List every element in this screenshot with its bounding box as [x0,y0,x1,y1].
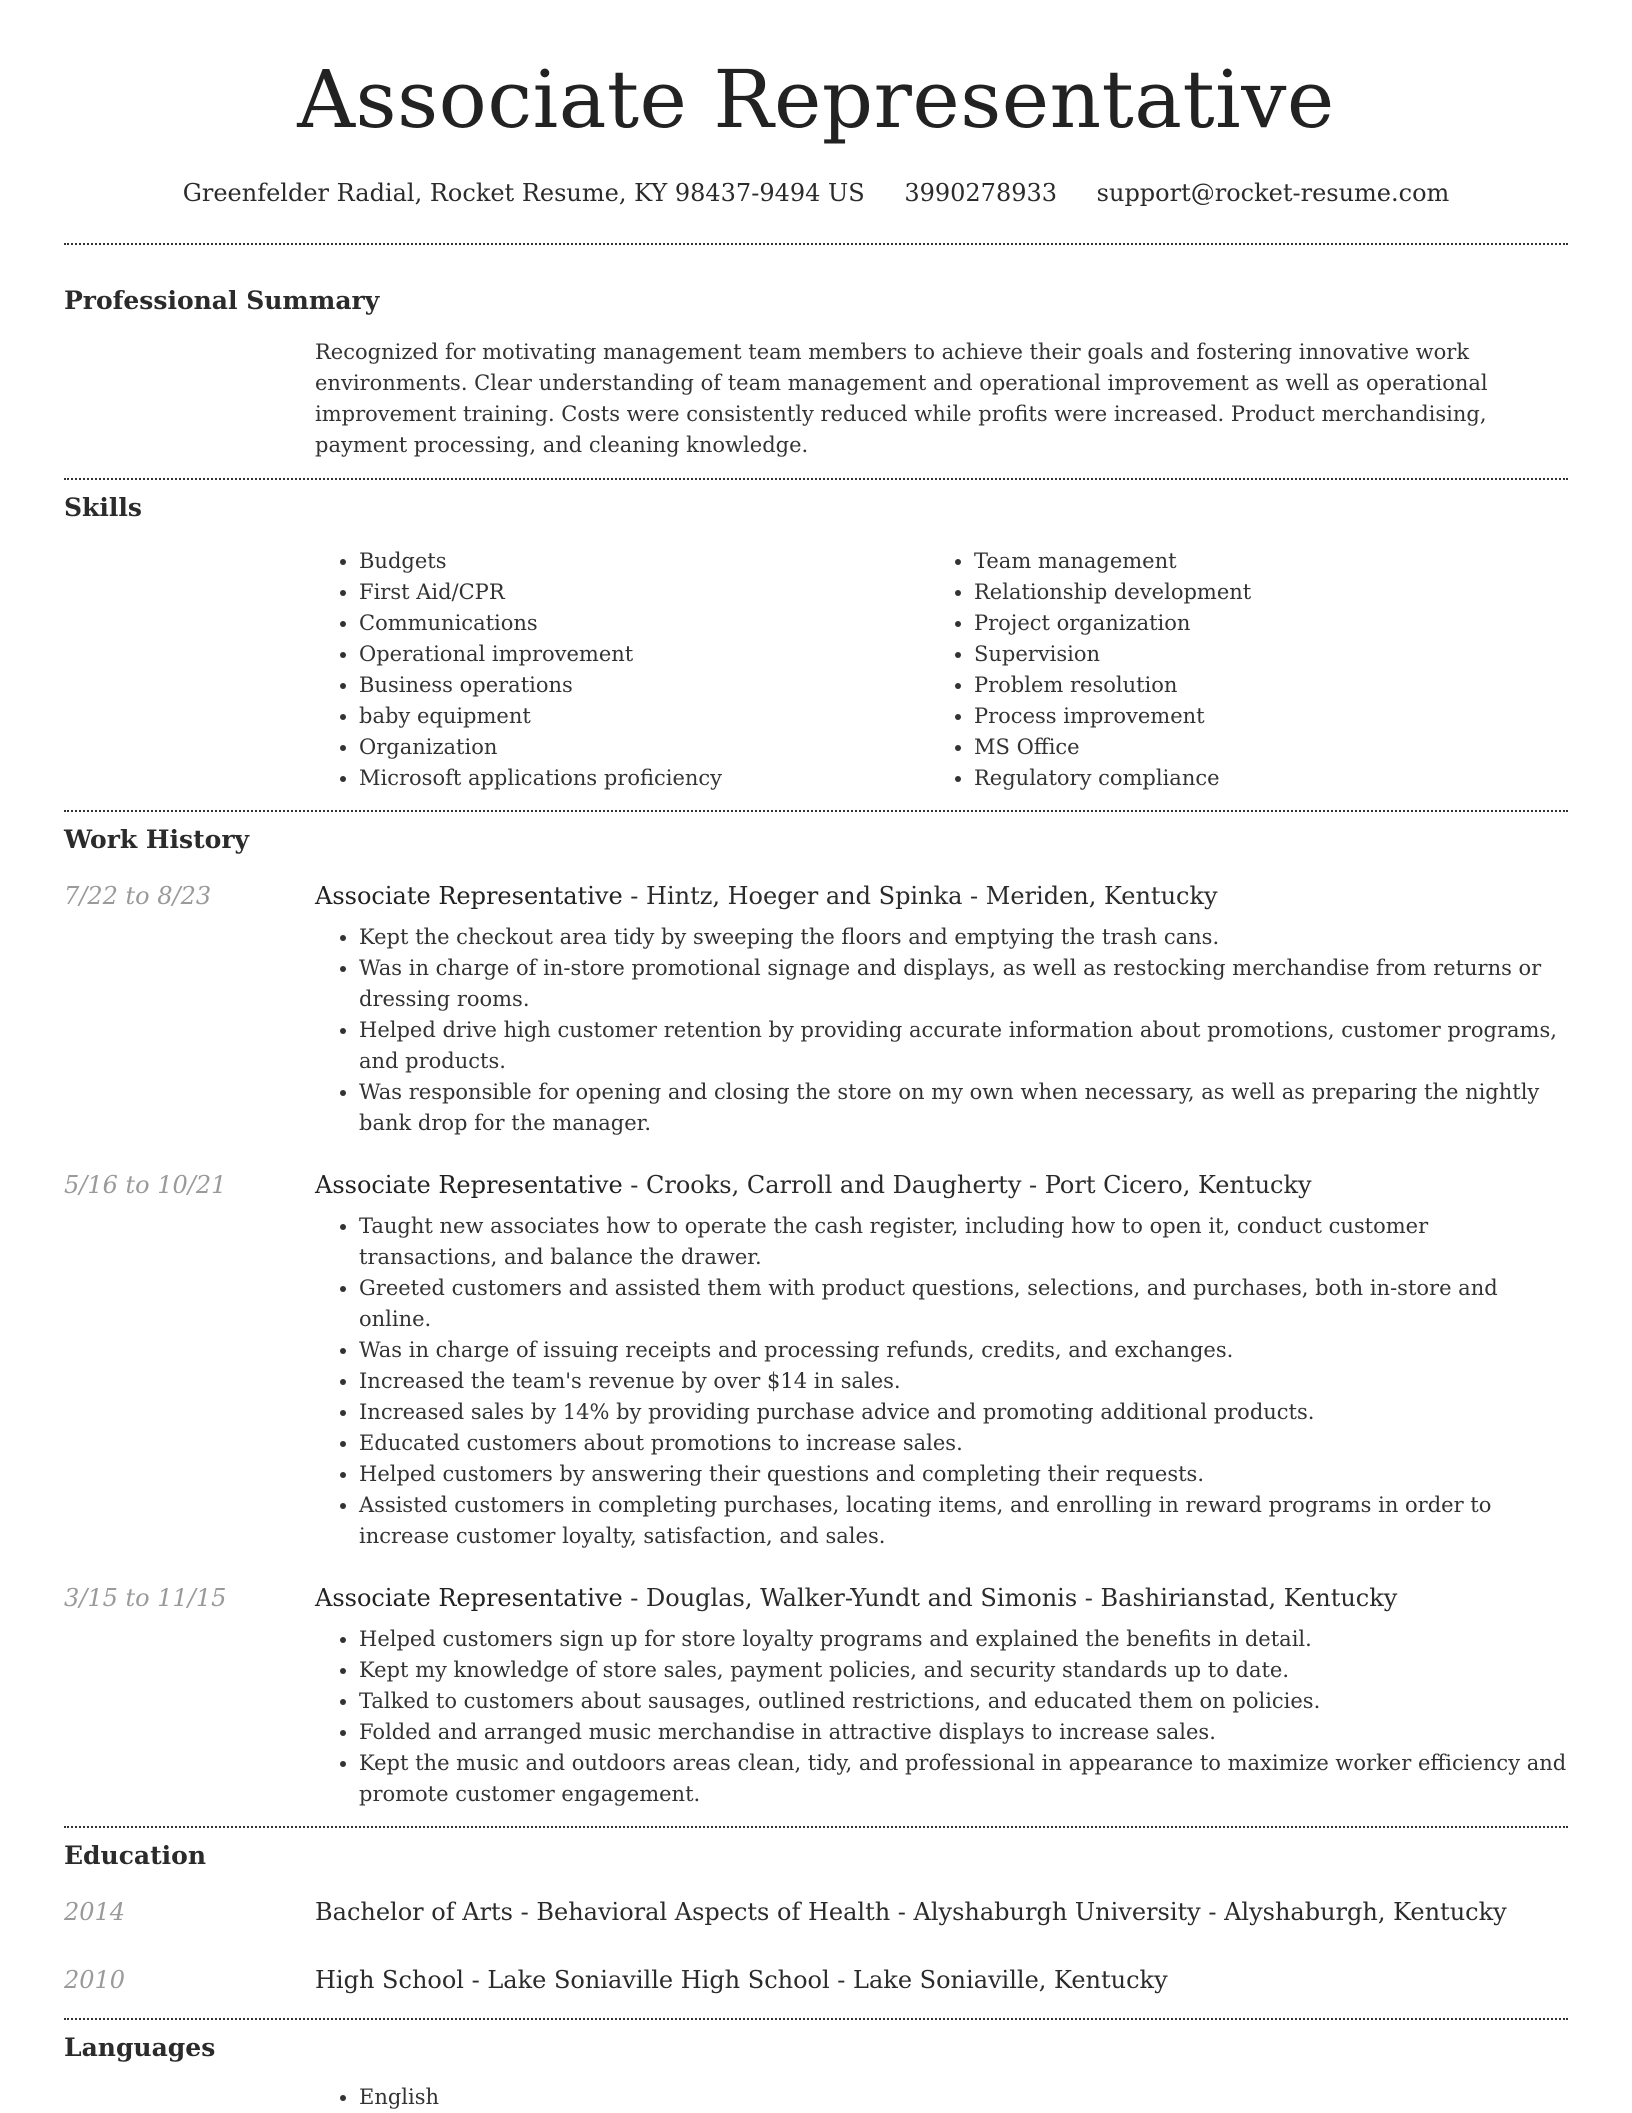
section-title-languages: Languages [64,2033,216,2062]
skill-item: • Problem resolution [974,670,1545,701]
job-role: Associate Representative [315,882,623,910]
job-employer: - Crooks, Carroll and Daugherty - Port Cicero, Kentucky [622,1171,1312,1199]
job-entry [64,880,1568,1139]
skill-item: • Operational improvement [359,639,930,670]
job-date: 3/15 to 11/15 [64,1584,227,1612]
contact-line [64,178,1568,208]
skill-list [315,546,930,794]
skill-item: • Organization [359,732,930,763]
job-title [315,1169,1568,1201]
job-title [315,880,1568,912]
job-bullet-item: • Educated customers about promotions to increase sales. [359,1428,1568,1459]
job-bullet-item: • Increased sales by 14% by providing purchase advice and promoting additional products. [359,1397,1568,1428]
education-text: Bachelor of Arts - Behavioral Aspects of Health - Alyshaburgh University - Alyshaburgh, Kentucky [315,1898,1507,1926]
resume-page [64,0,1568,2113]
job-bullet-list [315,1624,1568,1810]
skill-item: • Supervision [974,639,1545,670]
job-bullet-item: • Increased the team's revenue by over $14 in sales. [359,1366,1568,1397]
skill-item: • MS Office [974,732,1545,763]
skills-column-left [315,546,930,794]
job-title [315,1582,1568,1614]
job-role: Associate Representative [315,1171,623,1199]
job-bullet-list [315,922,1568,1139]
skill-list [930,546,1545,794]
job-bullet-item: • Folded and arranged music merchandise in attractive displays to increase sales. [359,1717,1568,1748]
job-date: 5/16 to 10/21 [64,1171,227,1199]
job-entry [64,1582,1568,1810]
job-role: Associate Representative [315,1584,623,1612]
phone-text: 3990278933 [904,179,1058,207]
education-text: High School - Lake Soniaville High School - Lake Soniaville, Kentucky [315,1966,1168,1994]
job-bullet-item: • Assisted customers in completing purchases, locating items, and enrolling in reward programs in order to increase customer loyalty, satisfaction, and sales. [359,1490,1568,1552]
job-bullet-item: • Taught new associates how to operate the cash register, including how to open it, conduct customer transactions, and balance the drawer. [359,1211,1568,1273]
divider [64,478,1568,480]
skills-section [64,492,1568,794]
email-text: support@rocket-resume.com [1096,179,1450,207]
job-bullet-item: • Kept the music and outdoors areas clean, tidy, and professional in appearance to maximize worker efficiency and promote customer engagement. [359,1748,1568,1810]
section-title-summary: Professional Summary [64,286,380,315]
skill-item: • Project organization [974,608,1545,639]
language-item: • English [359,2082,1568,2113]
skill-item: • Budgets [359,546,930,577]
section-title-work: Work History [64,825,250,854]
skill-item: • baby equipment [359,701,930,732]
skills-column-right [930,546,1545,794]
job-bullet-item: • Was responsible for opening and closing the store on my own when necessary, as well as preparing the nightly bank drop for the manager. [359,1077,1568,1139]
job-bullet-item: • Helped customers by answering their questions and completing their requests. [359,1459,1568,1490]
languages-section [64,2032,1568,2113]
summary-text: Recognized for motivating management team members to achieve their goals and fostering innovative work environments. Clear understanding of team management and operational improvement as well as operational improvement training. Costs were consistently reduced while profits were increased. Product merchandising, payment processing, and cleaning knowledge. [315,340,1488,457]
job-bullet-item: • Helped customers sign up for store loyalty programs and explained the benefits in detail. [359,1624,1568,1655]
education-section [64,1840,1568,2000]
job-date: 7/22 to 8/23 [64,882,212,910]
summary-section [64,285,1568,461]
job-bullet-item: • Helped drive high customer retention by providing accurate information about promotions, customer programs, and products. [359,1015,1568,1077]
skill-item: • Process improvement [974,701,1545,732]
address-text: Greenfelder Radial, Rocket Resume, KY 98437-9494 US [182,179,865,207]
skill-item: • Regulatory compliance [974,763,1545,794]
work-section [64,824,1568,1810]
job-employer: - Douglas, Walker-Yundt and Simonis - Bashirianstad, Kentucky [622,1584,1398,1612]
job-bullet-item: • Kept my knowledge of store sales, payment policies, and security standards up to date. [359,1655,1568,1686]
section-title-education: Education [64,1841,207,1870]
divider [64,810,1568,812]
candidate-name: Associate Representative [297,53,1335,146]
skills-columns [315,546,1568,794]
job-entry [64,1169,1568,1552]
skill-item: • Microsoft applications proficiency [359,763,930,794]
job-bullet-item: • Talked to customers about sausages, outlined restrictions, and educated them on policies. [359,1686,1568,1717]
job-employer: - Hintz, Hoeger and Spinka - Meriden, Kentucky [622,882,1218,910]
education-entry [64,1964,1568,2000]
skill-item: • Business operations [359,670,930,701]
skill-item: • Communications [359,608,930,639]
skill-item: • Team management [974,546,1545,577]
education-date: 2014 [64,1898,126,1926]
job-bullet-list [315,1211,1568,1552]
education-entry [64,1896,1568,1932]
divider [64,2018,1568,2020]
language-list [315,2082,1568,2113]
job-bullet-item: • Was in charge of issuing receipts and processing refunds, credits, and exchanges. [359,1335,1568,1366]
job-bullet-item: • Kept the checkout area tidy by sweeping the floors and emptying the trash cans. [359,922,1568,953]
divider [64,243,1568,245]
skill-item: • Relationship development [974,577,1545,608]
education-date: 2010 [64,1966,126,1994]
divider [64,1826,1568,1828]
job-bullet-item: • Was in charge of in-store promotional signage and displays, as well as restocking merchandise from returns or dressing rooms. [359,953,1568,1015]
section-title-skills: Skills [64,493,142,522]
skill-item: • First Aid/CPR [359,577,930,608]
job-bullet-item: • Greeted customers and assisted them with product questions, selections, and purchases, both in-store and online. [359,1273,1568,1335]
